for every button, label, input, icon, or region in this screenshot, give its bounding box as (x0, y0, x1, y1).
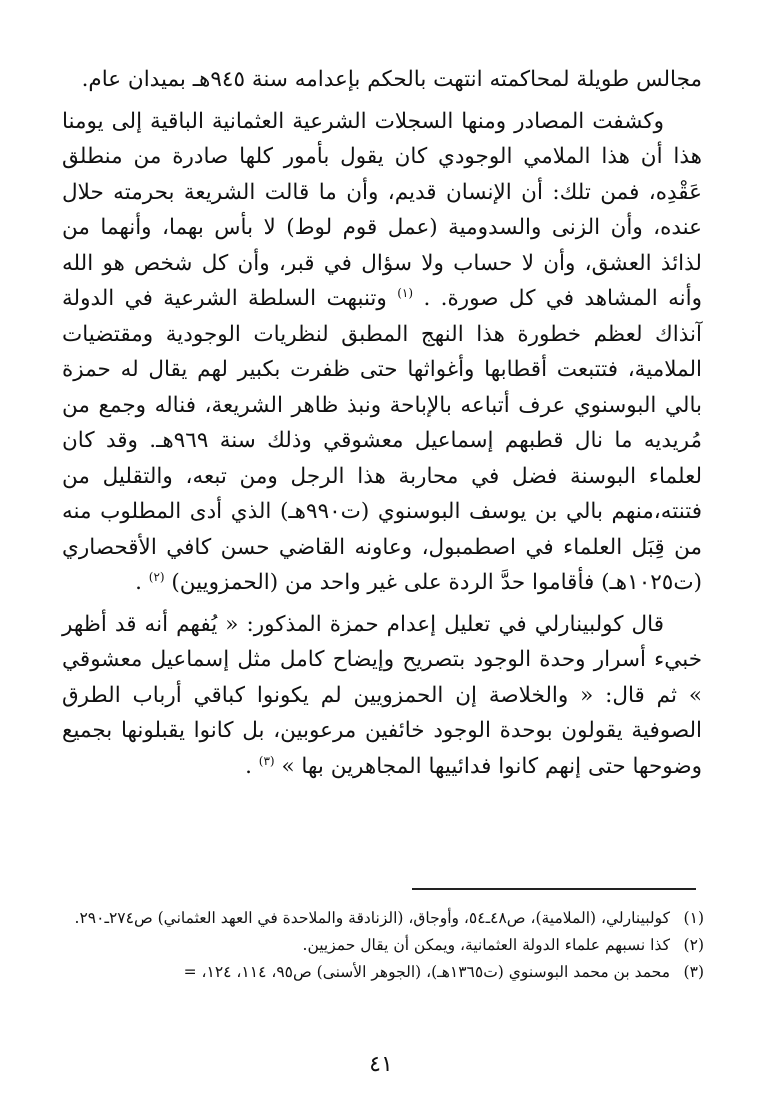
footnote-ref-1[interactable]: (١) (397, 285, 414, 300)
footnote-number: (١) (683, 909, 704, 927)
paragraph-2 (62, 104, 702, 601)
footnote-ref-3[interactable]: (٣) (258, 753, 275, 768)
footnote-number: (٣) (683, 963, 704, 981)
footnotes (28, 905, 704, 986)
footnote-text: كذا نسبهم علماء الدولة العثمانية، ويمكن أن يقال حمزيين. (302, 936, 670, 954)
footnote-3 (28, 959, 704, 986)
footnote-text: كولبينارلي، (الملامية)، ص٤٨ـ٥٤، وأوجاق، (الزنادقة والملاحدة في العهد العثماني) ص٢٧٤ـ٢٩٠. (74, 909, 670, 927)
paragraph-2-text-b: وتنبهت السلطة الشرعية في الدولة آنذاك لعظم خطورة هذا النهج المطبق لنظريات الوجودية ومقتضيات الملامية، فتتبعت أقطابها وأغواثها حتى ظفرت بكبير لهم يقال له حمزة بالي البوسنوي عرف أتباعه بالإباحة ونبذ ظاهر الشريعة، فناله وجمع من مُريديه ما نال قطبهم إسماعيل معشوقي وذلك سنة ٩٦٩هـ. وقد كان لعلماء البوسنة فضل في محاربة هذا الرجل ومن تبعه، والتقليل من فتنته،منهم بالي بن يوسف البوسنوي (ت٩٩٠هـ) الذي أدى المطلوب منه من قِبَل العلماء في اصطمبول، وعاونه القاضي حسن كافي الأقحصاري (ت١٠٢٥هـ) فأقاموا حدَّ الردة على غير واحد من (الحمزويين) (62, 286, 702, 595)
page-number: ٤١ (369, 1052, 393, 1077)
paragraph-2-text-a: وكشفت المصادر ومنها السجلات الشرعية العثمانية الباقية إلى يومنا هذا أن هذا الملامي الوجودي كان يقول بأمور كلها صادرة من منطلق عَقْدِه، فمن تلك: أن الإنسان قديم، وأن ما قالت الشريعة بحرمته حلال عنده، وأن الزنى والسدومية (عمل قوم لوط) لا بأس بهما، وأنهما من لذائذ العشق، وأن لا حساب ولا سؤال في قبر، وأن كل شخص هو الله وأنه المشاهد في كل صورة. . (62, 108, 702, 311)
paragraph-3-text-a: قال كولبينارلي في تعليل إعدام حمزة المذكور: « يُفهم أنه قد أظهر خبيء أسرار وحدة الوجود بتصريح وإيضاح كامل مثل إسماعيل معشوقي » ثم قال: « والخلاصة إن الحمزويين لم يكونوا كباقي أرباب الطرق الصوفية يقولون بوحدة الوجود خائفين مرعوبين، بل كانوا يقبلونها بجميع وضوحها حتى إنهم كانوا فدائييها المجاهرين بها » (62, 611, 702, 779)
paragraph-1 (62, 62, 702, 98)
footnote-text: محمد بن محمد البوسنوي (ت١٣٦٥هـ)، (الجوهر الأسنى) ص٩٥، ١١٤، ١٢٤، = (183, 963, 670, 981)
paragraph-3 (62, 607, 702, 785)
footnote-divider (412, 888, 696, 890)
footnote-1 (28, 905, 704, 932)
footnote-ref-2[interactable]: (٢) (148, 569, 165, 584)
footnote-number: (٢) (683, 936, 704, 954)
paragraph-1-text: مجالس طويلة لمحاكمته انتهت بالحكم بإعدامه سنة ٩٤٥هـ بميدان عام. (81, 67, 702, 92)
main-text (62, 62, 702, 784)
footnote-2 (28, 932, 704, 959)
paragraph-3-text-b: . (245, 753, 252, 779)
paragraph-2-text-c: . (135, 570, 142, 595)
